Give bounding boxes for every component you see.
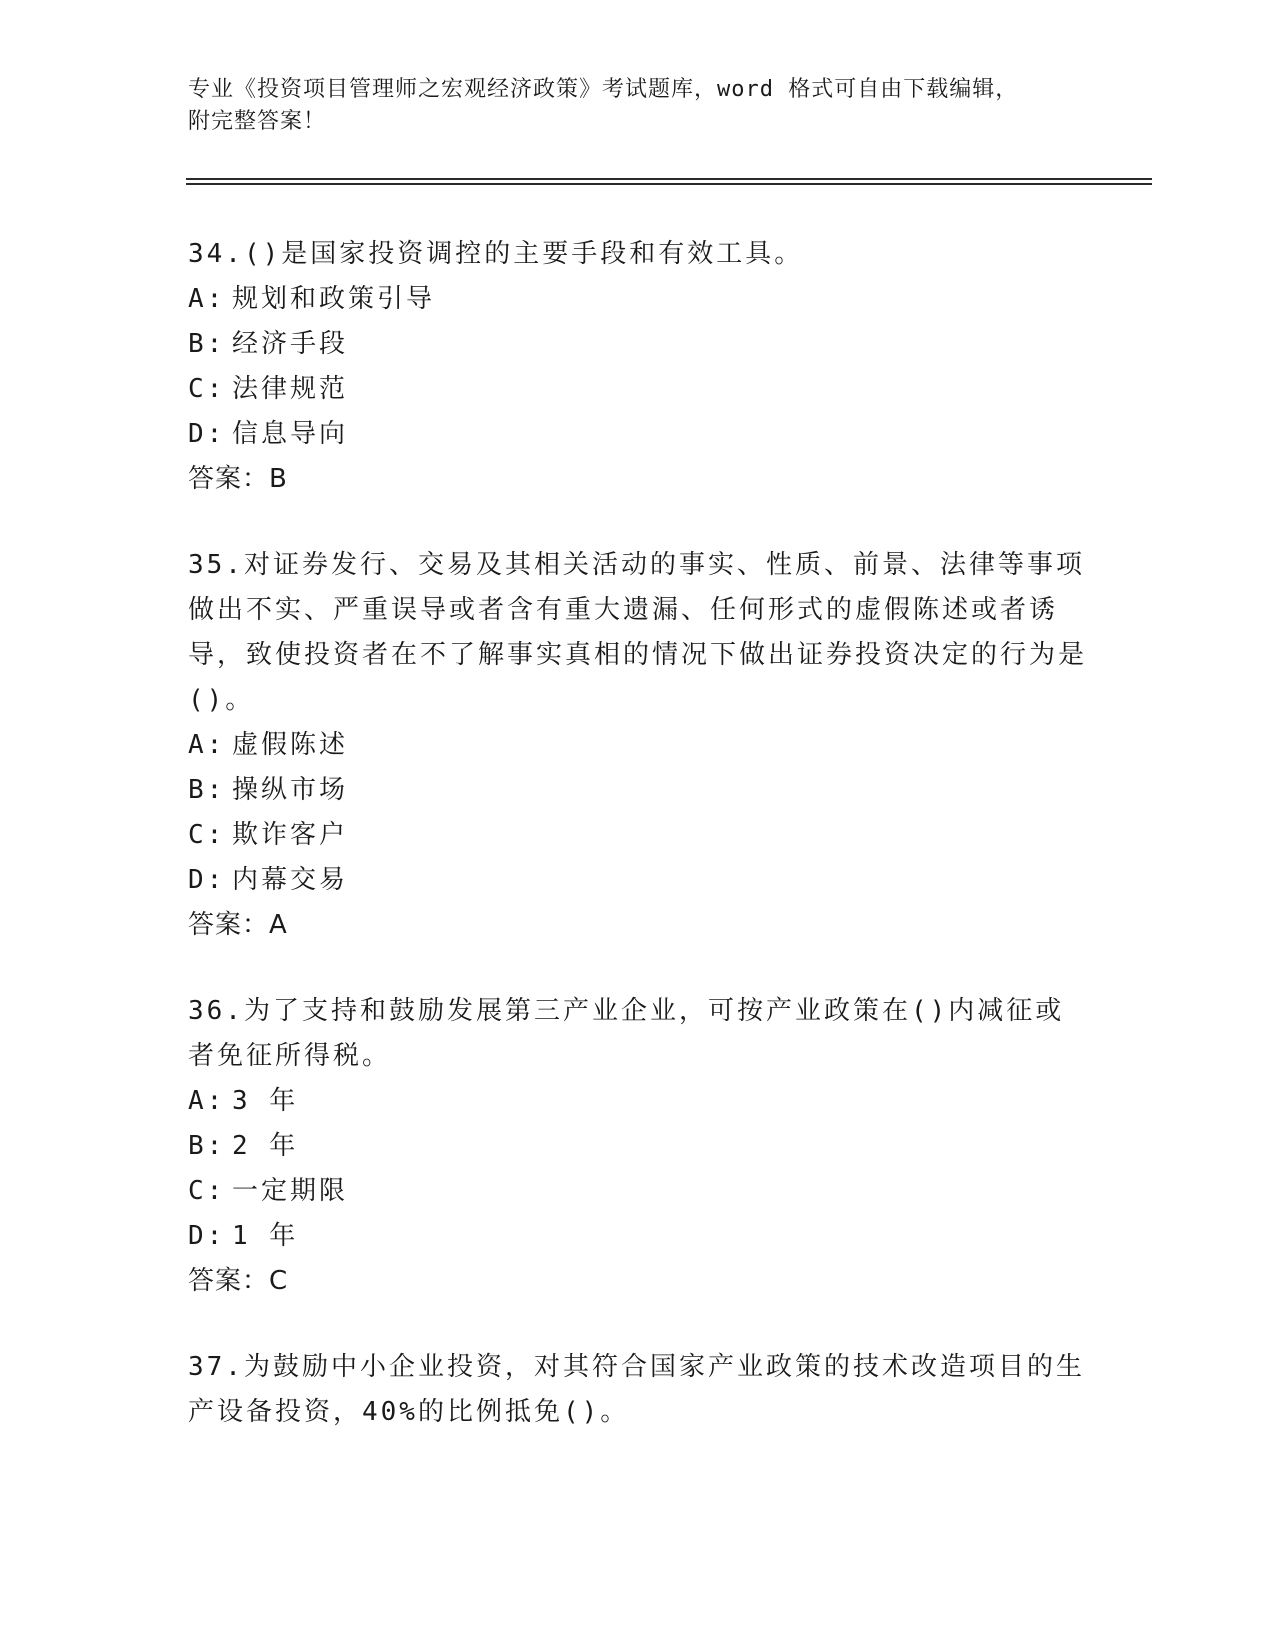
option-c: [188, 367, 1088, 412]
header-line-2: 附完整答案！: [188, 109, 327, 134]
option-a: [188, 723, 1088, 768]
option-label: D:: [188, 1221, 226, 1251]
option-text: 规划和政策引导: [232, 284, 436, 314]
option-label: A:: [188, 730, 226, 760]
option-d: [188, 412, 1088, 457]
option-b: [188, 322, 1088, 367]
option-text: 内幕交易: [232, 865, 349, 895]
header-divider-bottom: [186, 183, 1152, 185]
option-c: [188, 813, 1088, 858]
option-a: [188, 277, 1088, 322]
option-text: 3 年: [232, 1086, 299, 1116]
option-label: D:: [188, 865, 226, 895]
document-header: [188, 74, 1088, 138]
option-text: 信息导向: [232, 419, 349, 449]
option-text: 一定期限: [232, 1176, 349, 1206]
header-divider-top: [186, 178, 1152, 180]
option-label: C:: [188, 374, 226, 404]
option-label: C:: [188, 1176, 226, 1206]
option-d: [188, 858, 1088, 903]
question-stem: 36.为了支持和鼓励发展第三产业企业，可按产业政策在()内减征或者免征所得税。: [188, 996, 1065, 1071]
header-line-1: 专业《投资项目管理师之宏观经济政策》考试题库，word 格式可自由下载编辑，: [188, 77, 1019, 102]
answer-text: 答案：C: [188, 1266, 289, 1296]
question-stem: 37.为鼓励中小企业投资，对其符合国家产业政策的技术改造项目的生产设备投资，40%的比例抵免()。: [188, 1352, 1085, 1427]
option-c: [188, 1169, 1088, 1214]
option-d: [188, 1214, 1088, 1259]
question-37: [188, 1345, 1088, 1435]
answer-text: 答案：B: [188, 464, 288, 494]
option-label: B:: [188, 329, 226, 359]
option-a: [188, 1079, 1088, 1124]
option-label: A:: [188, 284, 226, 314]
option-text: 虚假陈述: [232, 730, 349, 760]
option-b: [188, 1124, 1088, 1169]
option-text: 欺诈客户: [232, 820, 349, 850]
option-text: 操纵市场: [232, 775, 349, 805]
option-text: 1 年: [232, 1221, 299, 1251]
question-35: [188, 543, 1088, 948]
option-label: A:: [188, 1086, 226, 1116]
option-text: 经济手段: [232, 329, 349, 359]
question-stem: 35.对证券发行、交易及其相关活动的事实、性质、前景、法律等事项做出不实、严重误导或者含有重大遗漏、任何形式的虚假陈述或者诱导，致使投资者在不了解事实真相的情况下做出证券投资决定的行为是()。: [188, 550, 1088, 715]
answer-text: 答案：A: [188, 910, 288, 940]
question-36: [188, 989, 1088, 1304]
question-34: [188, 232, 1088, 502]
option-label: B:: [188, 775, 226, 805]
option-label: D:: [188, 419, 226, 449]
option-label: C:: [188, 820, 226, 850]
option-text: 法律规范: [232, 374, 349, 404]
question-stem: 34.()是国家投资调控的主要手段和有效工具。: [188, 239, 804, 269]
question-list: [188, 232, 1088, 1476]
option-text: 2 年: [232, 1131, 299, 1161]
option-label: B:: [188, 1131, 226, 1161]
option-b: [188, 768, 1088, 813]
